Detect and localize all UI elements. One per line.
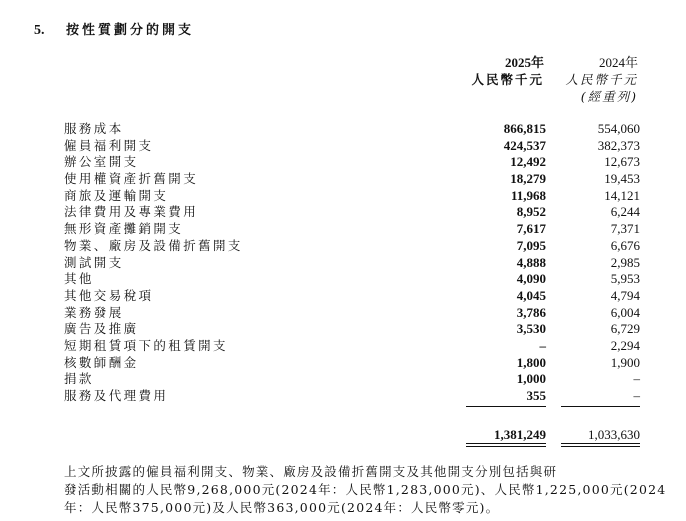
table-row (64, 255, 640, 272)
value-2025: 8,952 (516, 204, 546, 220)
value-2025: 866,815 (503, 121, 546, 136)
table-row (64, 221, 640, 238)
subtotal-rule-2024 (561, 406, 640, 407)
value-2024: 6,004 (610, 304, 640, 320)
value-2024: 4,794 (610, 287, 640, 303)
value-2024: 6,244 (610, 204, 640, 220)
value-2024: 19,453 (604, 171, 640, 187)
value-2025: – (539, 337, 546, 353)
total-2025: 1,381,249 (494, 427, 546, 442)
table-row (64, 121, 640, 138)
table-row (64, 321, 640, 338)
row-label: 業務發展 (64, 304, 124, 320)
row-label: 辦公室開支 (64, 154, 139, 170)
table-row (64, 204, 640, 221)
column-restated-note: (經重列) (580, 89, 638, 104)
total-double-rule-2025-top (466, 443, 546, 444)
value-2025: 1,000 (516, 371, 546, 387)
column-currency-current: 人民幣千元 (471, 72, 544, 87)
value-2025: 424,537 (503, 137, 546, 153)
value-2024: 2,294 (610, 337, 640, 353)
table-row (64, 388, 640, 405)
value-2025: 4,888 (516, 254, 546, 270)
table-row (64, 154, 640, 171)
value-2025: 11,968 (510, 187, 546, 203)
row-label: 使用權資產折舊開支 (64, 171, 199, 187)
value-2024: 7,371 (610, 221, 640, 237)
table-row (64, 188, 640, 205)
value-2024: 1,900 (610, 354, 640, 370)
footnote-line: 年：人民幣375,000元)及人民幣363,000元(2024年：人民幣零元)。 (64, 500, 500, 515)
footnote-line: 發活動相關的人民幣9,268,000元(2024年：人民幣1,283,000元)、人民幣1,225,000元(2024 (64, 482, 667, 497)
value-2025: 3,530 (516, 321, 546, 337)
total-row (64, 426, 640, 443)
section-heading (34, 19, 194, 39)
table-row (64, 138, 640, 155)
column-currency-previous: 人民幣千元 (565, 72, 638, 87)
value-2024: 5,953 (610, 271, 640, 287)
row-label: 捐款 (64, 371, 94, 387)
value-2025: 18,279 (510, 171, 546, 187)
value-2024: 382,373 (597, 137, 640, 153)
value-2025: 355 (526, 388, 546, 403)
value-2024: 14,121 (604, 187, 640, 203)
footnote-line: 上文所披露的僱員福利開支、物業、廠房及設備折舊開支及其他開支分別包括與研 (64, 464, 558, 479)
value-2025: 7,095 (516, 237, 546, 253)
row-label: 僱員福利開支 (64, 137, 154, 153)
total-double-rule-2024-top (561, 443, 640, 444)
column-year-current: 2025年 (504, 55, 544, 70)
column-header-2024 (538, 54, 638, 105)
row-label: 其他 (64, 271, 94, 287)
table-row (64, 288, 640, 305)
section-number: 5. (34, 23, 45, 38)
value-2025: 12,492 (510, 154, 546, 170)
row-label: 廣告及推廣 (64, 321, 139, 337)
row-label: 無形資產攤銷開支 (64, 221, 184, 237)
value-2025: 3,786 (516, 304, 546, 320)
row-label: 物業、廠房及設備折舊開支 (64, 237, 243, 253)
value-2024: 6,676 (610, 237, 640, 253)
total-double-rule-2025-bottom (466, 446, 546, 447)
table-row (64, 238, 640, 255)
table-row (64, 271, 640, 288)
value-2024: – (633, 371, 640, 387)
table-row (64, 171, 640, 188)
row-label: 法律費用及專業費用 (64, 204, 199, 220)
value-2025: 4,045 (516, 287, 546, 303)
value-2025: 4,090 (516, 271, 546, 287)
table-row (64, 355, 640, 372)
column-header-2025 (454, 54, 544, 88)
subtotal-rule-2025 (466, 406, 546, 407)
total-double-rule-2024-bottom (561, 446, 640, 447)
value-2025: 1,800 (516, 354, 546, 370)
table-row (64, 371, 640, 388)
value-2024: 6,729 (610, 321, 640, 337)
table-row (64, 338, 640, 355)
value-2024: 2,985 (610, 254, 640, 270)
section-title: 按性質劃分的開支 (66, 23, 195, 38)
value-2024: 554,060 (597, 121, 640, 136)
footnote (64, 463, 667, 517)
total-2024: 1,033,630 (588, 427, 640, 442)
table-row (64, 305, 640, 322)
value-2024: 12,673 (604, 154, 640, 170)
row-label: 測試開支 (64, 254, 124, 270)
row-label: 短期租賃項下的租賃開支 (64, 337, 228, 353)
row-label: 核數師酬金 (64, 354, 139, 370)
value-2025: 7,617 (516, 221, 546, 237)
row-label: 服務成本 (64, 121, 124, 136)
row-label: 其他交易稅項 (64, 287, 154, 303)
value-2024: – (633, 388, 640, 403)
expense-table (64, 121, 640, 405)
column-year-previous: 2024年 (598, 55, 638, 70)
row-label: 商旅及運輸開支 (64, 187, 169, 203)
row-label: 服務及代理費用 (64, 388, 169, 403)
